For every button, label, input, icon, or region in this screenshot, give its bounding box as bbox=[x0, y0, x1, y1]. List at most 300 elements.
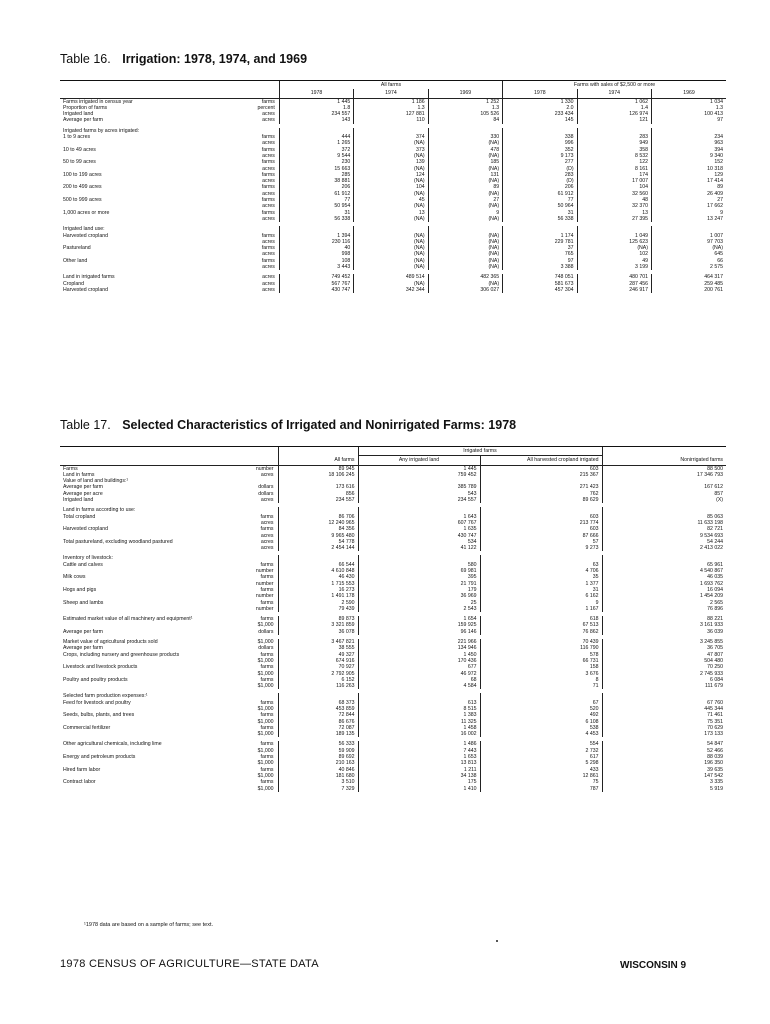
table17-cell: 1 410 bbox=[358, 786, 480, 792]
table17-row-label: Average per farm bbox=[63, 628, 103, 635]
table17-cell: 580 bbox=[358, 562, 480, 568]
table16-cell: (NA) bbox=[651, 245, 726, 251]
table17-cell: 1 486 bbox=[358, 741, 480, 747]
table16-cell: 9 544 bbox=[279, 153, 353, 159]
table17-cell: 40 846 bbox=[278, 767, 358, 773]
table17-cell: 71 bbox=[480, 683, 602, 689]
table17-cell: 2 590 bbox=[278, 600, 358, 606]
table16-cell: 143 bbox=[279, 117, 353, 123]
table17-cell: 1 450 bbox=[358, 652, 480, 658]
table16-cell: 77 bbox=[279, 197, 353, 203]
table16-cell: 15 663 bbox=[279, 166, 353, 172]
table16-cell: 17 007 bbox=[577, 178, 651, 184]
table16-cell: 13 bbox=[354, 210, 428, 216]
table16-row-unit: acres bbox=[262, 117, 275, 124]
table17-cell: 543 bbox=[358, 491, 480, 497]
table16-row-label: 200 to 499 acres bbox=[63, 184, 102, 191]
table16-cell: 283 bbox=[577, 134, 651, 140]
table16-cell: 330 bbox=[428, 134, 502, 140]
table16-cell: 38 881 bbox=[279, 178, 353, 184]
table17-title: Selected Characteristics of Irrigated and Nonirrigated Farms: 1978 bbox=[122, 418, 517, 432]
table17-cell: 170 436 bbox=[358, 658, 480, 664]
table17-cell: 70 250 bbox=[602, 664, 726, 670]
table17-row-label: Poultry and poultry products bbox=[63, 676, 128, 683]
table17-cell: 9 965 480 bbox=[278, 533, 358, 539]
table16-cell: 206 bbox=[279, 184, 353, 190]
table17-row-unit: $1,000 bbox=[257, 705, 274, 712]
table17-cell: 70 927 bbox=[278, 664, 358, 670]
table17-cell: 453 859 bbox=[278, 706, 358, 712]
table17-row bbox=[60, 786, 726, 792]
table17-cell: 147 542 bbox=[602, 773, 726, 779]
table17-cell: 12 240 965 bbox=[278, 520, 358, 526]
table16-cell: 56 338 bbox=[279, 216, 353, 222]
table17-cell: 67 513 bbox=[480, 622, 602, 628]
table16-cell: 2 575 bbox=[651, 264, 726, 270]
table16-row-label: 50 to 99 acres bbox=[63, 159, 96, 166]
table17-cell: 46 972 bbox=[358, 671, 480, 677]
table16-row-label: Irrigated farms by acres irrigated: bbox=[63, 127, 140, 134]
table16-cell: 121 bbox=[577, 117, 651, 123]
table16-cell: 174 bbox=[577, 172, 651, 178]
table17-cell: 13 813 bbox=[358, 760, 480, 766]
table16-row-label: 1,000 acres or more bbox=[63, 209, 110, 216]
table17-cell: 3 510 bbox=[278, 779, 358, 785]
table17-row-unit: number bbox=[255, 605, 274, 612]
table17-row-label: Contract labor bbox=[63, 779, 96, 786]
table17-col-all-farms: All farms bbox=[278, 456, 358, 465]
table16-cell: 10 318 bbox=[651, 166, 726, 172]
table17-cell: 1 654 bbox=[358, 616, 480, 622]
table16-row-label: 10 to 49 acres bbox=[63, 146, 96, 153]
table17-cell: 82 721 bbox=[602, 526, 726, 532]
table17-row-label: Energy and petroleum products bbox=[63, 754, 136, 761]
table16-cell: 17 414 bbox=[651, 178, 726, 184]
table17-cell: 1 454 209 bbox=[602, 593, 726, 599]
table17-cell: 504 480 bbox=[602, 658, 726, 664]
table16-row-label: Harvested cropland bbox=[63, 232, 108, 239]
table16-cell: (D) bbox=[503, 178, 577, 184]
table17-cell: 617 bbox=[480, 754, 602, 760]
table17-cell: 36 969 bbox=[358, 593, 480, 599]
table16-cell: (NA) bbox=[354, 153, 428, 159]
table17-cell: 86 706 bbox=[278, 514, 358, 520]
table16-cell: 122 bbox=[577, 159, 651, 165]
table16-row-unit: acres bbox=[262, 251, 275, 258]
table16-cell: 478 bbox=[428, 147, 502, 153]
table17-cell: 39 635 bbox=[602, 767, 726, 773]
table16-row-label: 100 to 199 acres bbox=[63, 171, 102, 178]
table17-cell: 75 351 bbox=[602, 719, 726, 725]
table17-cell: 3 467 821 bbox=[278, 639, 358, 645]
table17-cell: 603 bbox=[480, 514, 602, 520]
table17-row-unit: $1,000 bbox=[257, 772, 274, 779]
table17-cell: 36 039 bbox=[602, 629, 726, 635]
table17-cell: 385 789 bbox=[358, 484, 480, 490]
table17-row-label: Feed for livestock and poultry bbox=[63, 699, 131, 706]
table17-cell: 89 629 bbox=[480, 497, 602, 503]
table16-cell: 457 304 bbox=[503, 287, 577, 293]
table16-cell: 185 bbox=[428, 159, 502, 165]
table16-row-unit: acres bbox=[262, 286, 275, 293]
table17-row-unit: farms bbox=[260, 676, 274, 683]
table16-cell: 1.8 bbox=[279, 105, 353, 111]
table16-cell: 8 532 bbox=[577, 153, 651, 159]
table16-cell: 285 bbox=[279, 172, 353, 178]
table16-cell: 139 bbox=[354, 159, 428, 165]
table17-row-label: Total cropland bbox=[63, 513, 96, 520]
table17-cell: 88 039 bbox=[602, 754, 726, 760]
table16-cell: 246 917 bbox=[577, 287, 651, 293]
table16-row-unit: farms bbox=[261, 232, 275, 239]
table17-cell: 3 676 bbox=[480, 671, 602, 677]
table17-cell: 36 705 bbox=[602, 645, 726, 651]
table17-row-unit: farms bbox=[260, 616, 274, 623]
table16-cell: 50 964 bbox=[503, 203, 577, 209]
table16-cell: 9 173 bbox=[503, 153, 577, 159]
table16-title: Irrigation: 1978, 1974, and 1969 bbox=[122, 52, 308, 66]
table16-cell: 482 365 bbox=[428, 274, 502, 280]
table17-row-unit: $1,000 bbox=[257, 670, 274, 677]
table17-row-unit: farms bbox=[260, 724, 274, 731]
table17-cell: 210 163 bbox=[278, 760, 358, 766]
table17-cell: 1 693 762 bbox=[602, 581, 726, 587]
table16-cell: 996 bbox=[503, 140, 577, 146]
table17-cell: 89 873 bbox=[278, 616, 358, 622]
table17-cell: 1 167 bbox=[480, 606, 602, 612]
table16-irrigation bbox=[60, 80, 726, 293]
table16-cell: 9 340 bbox=[651, 153, 726, 159]
table17-cell: 2 745 933 bbox=[602, 671, 726, 677]
table16-cell: 8 161 bbox=[577, 166, 651, 172]
table16-cell: 480 701 bbox=[577, 274, 651, 280]
table16-cell: 949 bbox=[577, 140, 651, 146]
table16-cell: 489 514 bbox=[354, 274, 428, 280]
table17-cell: 1 445 bbox=[358, 465, 480, 472]
table17-cell: 7 329 bbox=[278, 786, 358, 792]
table17-cell: 66 544 bbox=[278, 562, 358, 568]
table16-cell: 200 761 bbox=[651, 287, 726, 293]
table17-cell: 430 747 bbox=[358, 533, 480, 539]
table16-row-unit: acres bbox=[262, 140, 275, 147]
table16-cell: 1 330 bbox=[503, 98, 577, 105]
table16-cell: 31 bbox=[279, 210, 353, 216]
table17-row-label: Cattle and calves bbox=[63, 561, 103, 568]
table16-cell: (NA) bbox=[428, 281, 502, 287]
table16-cell: 50 954 bbox=[279, 203, 353, 209]
table17-cell: 857 bbox=[602, 491, 726, 497]
table17-row-unit: farms bbox=[260, 526, 274, 533]
table16-year-header: 1974 bbox=[577, 89, 651, 98]
table17-body bbox=[60, 465, 726, 792]
table16-cell: 97 bbox=[503, 258, 577, 264]
table16-cell: 1.4 bbox=[577, 105, 651, 111]
table17-row-unit: $1,000 bbox=[257, 657, 274, 664]
table16-row-unit: acres bbox=[262, 238, 275, 245]
table17-cell: 4 540 867 bbox=[602, 568, 726, 574]
table17-cell: 70 629 bbox=[602, 725, 726, 731]
table16-cell: 1 252 bbox=[428, 98, 502, 105]
table16-cell: 32 370 bbox=[577, 203, 651, 209]
table17-cell: 9 bbox=[480, 600, 602, 606]
table17-row-unit: $1,000 bbox=[257, 731, 274, 738]
table16-cell: 97 bbox=[651, 117, 726, 123]
table16-body bbox=[60, 98, 726, 293]
table16-row-unit: acres bbox=[262, 264, 275, 271]
table17-row-unit: acres bbox=[260, 532, 274, 539]
table17-cell: 196 350 bbox=[602, 760, 726, 766]
table17-row-unit: farms bbox=[260, 741, 274, 748]
table17-cell: 1 491 178 bbox=[278, 593, 358, 599]
table17-row-label: Selected farm production expenses:¹ bbox=[63, 693, 148, 700]
table17-cell: 85 063 bbox=[602, 514, 726, 520]
table16-row-unit: farms bbox=[261, 171, 275, 178]
table17-cell: 762 bbox=[480, 491, 602, 497]
table16-cell: 61 912 bbox=[503, 191, 577, 197]
table17-cell: 35 bbox=[480, 574, 602, 580]
table17-cell: 1 715 553 bbox=[278, 581, 358, 587]
table16-cell: 124 bbox=[354, 172, 428, 178]
table17-cell: 67 760 bbox=[602, 700, 726, 706]
table17-cell: 9 273 bbox=[480, 545, 602, 551]
table17-cell: 173 616 bbox=[278, 484, 358, 490]
table17-row-label: Market value of agricultural products sold bbox=[63, 639, 158, 646]
table16-cell: (NA) bbox=[428, 216, 502, 222]
table16-cell: 1.3 bbox=[354, 105, 428, 111]
table16-cell: 66 bbox=[651, 258, 726, 264]
table17-cell: 2 543 bbox=[358, 606, 480, 612]
table16-cell: 1.3 bbox=[651, 105, 726, 111]
table17-row-unit: farms bbox=[260, 561, 274, 568]
table17-row-label: Hired farm labor bbox=[63, 766, 101, 773]
table17-row-label: Value of land and buildings:¹ bbox=[63, 478, 129, 485]
table17-row-label: Commercial fertilizer bbox=[63, 724, 111, 731]
table16-row-label: 500 to 999 acres bbox=[63, 197, 102, 204]
table16-row-unit: acres bbox=[262, 190, 275, 197]
table16-cell: 567 767 bbox=[279, 281, 353, 287]
table16-row-label: Average per farm bbox=[63, 117, 103, 124]
table17-cell: 1 383 bbox=[358, 712, 480, 718]
table17-row-unit: dollars bbox=[258, 645, 274, 652]
table16-row-unit: farms bbox=[261, 245, 275, 252]
table16-cell: 287 456 bbox=[577, 281, 651, 287]
table17-cell: 179 bbox=[358, 587, 480, 593]
table17-cell: 12 861 bbox=[480, 773, 602, 779]
table17-cell: 46 430 bbox=[278, 574, 358, 580]
table17-row-label: Average per acre bbox=[63, 490, 103, 497]
table16-cell: (NA) bbox=[354, 245, 428, 251]
table16-cell: 373 bbox=[354, 147, 428, 153]
table16-row-label: Land in irrigated farms bbox=[63, 274, 115, 281]
table17-row-label: Farms bbox=[63, 465, 78, 472]
table17-row-unit: number bbox=[255, 465, 274, 472]
table17-cell: 158 bbox=[480, 664, 602, 670]
table16-cell: 1 265 bbox=[279, 140, 353, 146]
table17-cell: 2 732 bbox=[480, 748, 602, 754]
table16-cell: 13 247 bbox=[651, 216, 726, 222]
table16-cell: (NA) bbox=[354, 258, 428, 264]
table17-cell: 520 bbox=[480, 706, 602, 712]
table17-row-unit: $1,000 bbox=[257, 622, 274, 629]
table17-cell: 1 653 bbox=[358, 754, 480, 760]
table17-row-unit: $1,000 bbox=[257, 785, 274, 792]
table16-cell: (NA) bbox=[428, 233, 502, 239]
table16-cell: 277 bbox=[503, 159, 577, 165]
table17-row-unit: $1,000 bbox=[257, 718, 274, 725]
table16-cell: 9 bbox=[651, 210, 726, 216]
table16-row-unit: farms bbox=[261, 209, 275, 216]
table16-row-label: Proportion of farms bbox=[63, 104, 108, 111]
table16-cell: 129 bbox=[651, 172, 726, 178]
table17-row-label: Other agricultural chemicals, including lime bbox=[63, 741, 162, 748]
table17-cell: 5 919 bbox=[602, 786, 726, 792]
table16-cell: 233 434 bbox=[503, 111, 577, 117]
table16-cell: 126 974 bbox=[577, 111, 651, 117]
table17-cell: 4 584 bbox=[358, 683, 480, 689]
table17-cell: 38 555 bbox=[278, 645, 358, 651]
table16-cell: 13 bbox=[577, 210, 651, 216]
table16-cell: 1 049 bbox=[577, 233, 651, 239]
table16-cell: 306 027 bbox=[428, 287, 502, 293]
table17-cell: 25 bbox=[358, 600, 480, 606]
table17-cell: 31 bbox=[480, 587, 602, 593]
table17-row-label: Estimated market value of all machinery and equipment¹ bbox=[63, 616, 193, 623]
table16-cell: 229 781 bbox=[503, 239, 577, 245]
table17-cell: 16 094 bbox=[602, 587, 726, 593]
table17-cell: 603 bbox=[480, 526, 602, 532]
table16-row-label: Harvested cropland bbox=[63, 286, 108, 293]
table16-cell: 127 881 bbox=[354, 111, 428, 117]
table16-cell: 152 bbox=[651, 159, 726, 165]
table17-row-unit: acres bbox=[260, 497, 274, 504]
table16-cell: (NA) bbox=[354, 264, 428, 270]
table16-cell: 49 bbox=[577, 258, 651, 264]
table17-row-unit: acres bbox=[260, 471, 274, 478]
table16-cell: (NA) bbox=[354, 203, 428, 209]
table17-row-unit: acres bbox=[260, 538, 274, 545]
table17-cell: 7 443 bbox=[358, 748, 480, 754]
table17-cell: 116 790 bbox=[480, 645, 602, 651]
table16-year-header: 1974 bbox=[354, 89, 428, 98]
table16-cell: (NA) bbox=[354, 191, 428, 197]
table17-cell: 395 bbox=[358, 574, 480, 580]
table16-cell: 1.3 bbox=[428, 105, 502, 111]
table16-cell: 1 394 bbox=[279, 233, 353, 239]
table16-cell: (NA) bbox=[428, 178, 502, 184]
page-footer-title: 1978 CENSUS OF AGRICULTURE—STATE DATA bbox=[60, 958, 319, 970]
table16-cell: 104 bbox=[354, 184, 428, 190]
table17-cell: 445 344 bbox=[602, 706, 726, 712]
table17-cell: 8 515 bbox=[358, 706, 480, 712]
table17-cell: 1 377 bbox=[480, 581, 602, 587]
table16-cell: 3 199 bbox=[577, 264, 651, 270]
table16-caption bbox=[60, 52, 307, 66]
table17-cell: 607 767 bbox=[358, 520, 480, 526]
table17-cell: 66 731 bbox=[480, 658, 602, 664]
table16-row-unit: farms bbox=[261, 146, 275, 153]
table17-row-label: Seeds, bulbs, plants, and trees bbox=[63, 712, 135, 719]
table17-row-label: Livestock and livestock products bbox=[63, 664, 138, 671]
table17-cell: 6 084 bbox=[602, 677, 726, 683]
table17-cell: (X) bbox=[602, 497, 726, 503]
table17-row-unit: farms bbox=[260, 651, 274, 658]
table17-cell: 49 327 bbox=[278, 652, 358, 658]
table17-cell: 79 439 bbox=[278, 606, 358, 612]
table16-cell: 89 bbox=[651, 184, 726, 190]
table17-cell: 21 791 bbox=[358, 581, 480, 587]
table16-cell: 1 007 bbox=[651, 233, 726, 239]
table17-cell: 96 146 bbox=[358, 629, 480, 635]
table16-row-label: Farms irrigated in census year bbox=[63, 98, 133, 105]
table17-cell: 534 bbox=[358, 539, 480, 545]
table17-row-label: Average per farm bbox=[63, 645, 103, 652]
table17-cell: 538 bbox=[480, 725, 602, 731]
table17-cell: 67 bbox=[480, 700, 602, 706]
table16-row-unit: acres bbox=[262, 215, 275, 222]
table17-cell: 578 bbox=[480, 652, 602, 658]
table16-row-unit: farms bbox=[261, 159, 275, 166]
table17-cell: 787 bbox=[480, 786, 602, 792]
table16-cell: 581 673 bbox=[503, 281, 577, 287]
table17-cell: 86 676 bbox=[278, 719, 358, 725]
table17-cell: 234 557 bbox=[358, 497, 480, 503]
table16-cell: 84 bbox=[428, 117, 502, 123]
table16-cell: 145 bbox=[503, 117, 577, 123]
table17-cell: 116 263 bbox=[278, 683, 358, 689]
table17-cell: 1 643 bbox=[358, 514, 480, 520]
table16-cell: 998 bbox=[279, 251, 353, 257]
table16-cell: 100 413 bbox=[651, 111, 726, 117]
table17-row bbox=[60, 465, 726, 472]
table17-cell: 76 896 bbox=[602, 606, 726, 612]
table17-cell: 6 152 bbox=[278, 677, 358, 683]
table17-cell: 8 bbox=[480, 677, 602, 683]
table16-cell: 61 912 bbox=[279, 191, 353, 197]
table16-cell: (NA) bbox=[428, 166, 502, 172]
table16-cell: 1 174 bbox=[503, 233, 577, 239]
table16-row-unit: acres bbox=[262, 165, 275, 172]
table16-cell: 342 344 bbox=[354, 287, 428, 293]
table17-cell: 613 bbox=[358, 700, 480, 706]
table16-cell: 963 bbox=[651, 140, 726, 146]
table17-cell: 433 bbox=[480, 767, 602, 773]
table16-cell: (NA) bbox=[354, 233, 428, 239]
table17-row-label: Harvested cropland bbox=[63, 526, 108, 533]
table17-cell: 3 245 855 bbox=[602, 639, 726, 645]
table16-cell: (NA) bbox=[354, 239, 428, 245]
table16-cell: 749 452 bbox=[279, 274, 353, 280]
table16-row-unit: acres bbox=[262, 152, 275, 159]
table17-cell: 70 439 bbox=[480, 639, 602, 645]
table16-row-label: Pastureland bbox=[63, 245, 91, 252]
table17-cell: 52 466 bbox=[602, 748, 726, 754]
table16-cell: 27 395 bbox=[577, 216, 651, 222]
table17-cell: 71 461 bbox=[602, 712, 726, 718]
table16-year-header: 1969 bbox=[428, 89, 502, 98]
table16-group-sales: Farms with sales of $2,500 or more bbox=[503, 81, 726, 90]
table16-cell: (NA) bbox=[428, 203, 502, 209]
table17-cell: 72 844 bbox=[278, 712, 358, 718]
table17-cell: 492 bbox=[480, 712, 602, 718]
table17-number: Table 17. bbox=[60, 418, 111, 432]
table16-cell: 234 557 bbox=[279, 111, 353, 117]
table17-cell: 68 373 bbox=[278, 700, 358, 706]
table17-row-label: Average per farm bbox=[63, 484, 103, 491]
table17-row-unit: dollars bbox=[258, 484, 274, 491]
table17-cell: 4 453 bbox=[480, 731, 602, 737]
table16-cell: 3 443 bbox=[279, 264, 353, 270]
table16-cell: (NA) bbox=[428, 258, 502, 264]
